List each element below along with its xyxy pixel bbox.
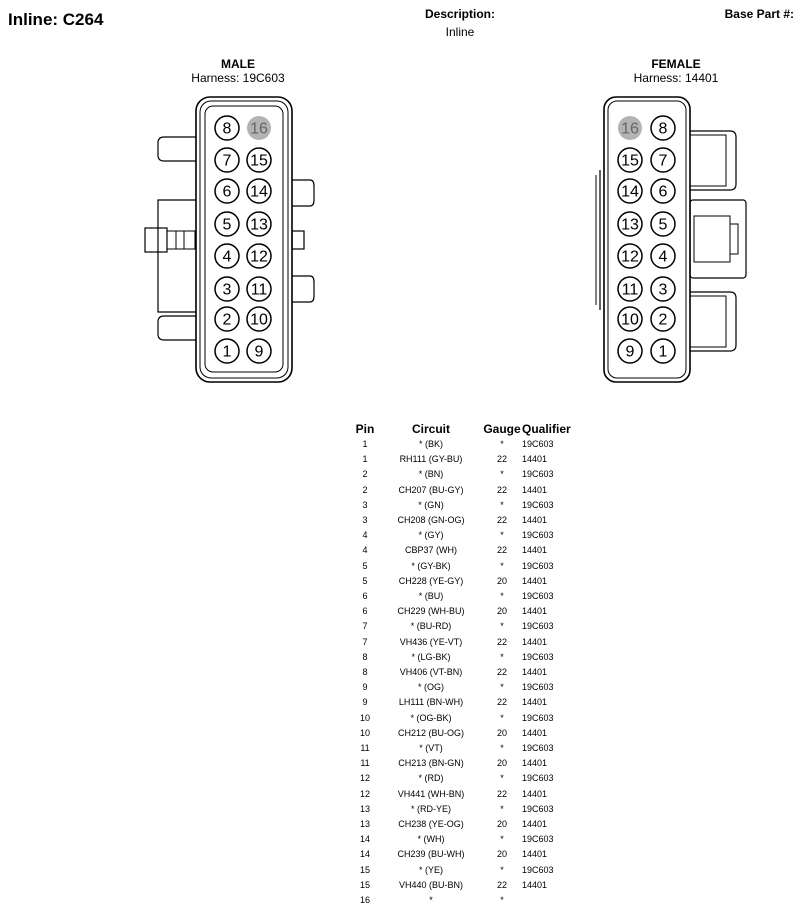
female-pin	[618, 244, 642, 268]
circuit-cell: CH228 (YE-GY)	[398, 575, 464, 586]
gauge-cell: *	[500, 682, 504, 693]
pin-cell: 6	[362, 606, 368, 617]
pin-label: 11	[621, 281, 639, 299]
gauge-cell: *	[500, 712, 504, 723]
pin-cell: 4	[362, 545, 368, 556]
gauge-cell: 20	[496, 606, 507, 617]
pin-cell: 2	[362, 484, 368, 495]
gauge-cell: 20	[496, 758, 507, 769]
female-pin	[618, 179, 642, 203]
female-pin	[651, 179, 675, 203]
pin-label: 3	[658, 281, 668, 299]
qualifier-cell: 14401	[522, 849, 548, 860]
pin-label: 14	[250, 183, 268, 201]
female-pin	[651, 307, 675, 331]
pin-cell: 3	[362, 515, 368, 526]
table-row	[350, 665, 578, 680]
pin-table-body	[350, 437, 578, 908]
pin-cell: 15	[359, 864, 370, 875]
qualifier-cell: 14401	[522, 758, 548, 769]
pin-label: 10	[250, 311, 268, 329]
circuit-cell: CH213 (BN-GN)	[398, 758, 464, 769]
qualifier-cell: 14401	[522, 545, 548, 556]
pin-cell: 9	[362, 682, 368, 693]
qualifier-cell: 14401	[522, 667, 548, 678]
circuit-cell: CH239 (BU-WH)	[397, 849, 465, 860]
table-row	[350, 847, 578, 862]
table-row	[350, 498, 578, 513]
pin-cell: 12	[359, 773, 370, 784]
page-title: Inline: C264	[8, 10, 104, 29]
circuit-cell: * (BU)	[418, 591, 444, 602]
qualifier-cell: 19C603	[522, 773, 554, 784]
female-pin	[651, 339, 675, 363]
gauge-cell: 22	[496, 667, 507, 678]
table-row	[350, 787, 578, 802]
qualifier-cell: 19C603	[522, 621, 554, 632]
circuit-cell: * (GY)	[418, 530, 444, 541]
header-circuit: Circuit	[411, 422, 450, 436]
pin-label: 16	[250, 120, 268, 138]
circuit-cell: * (LG-BK)	[411, 651, 451, 662]
female-pin	[651, 148, 675, 172]
qualifier-cell: 19C603	[522, 560, 554, 571]
gauge-cell: *	[500, 439, 504, 449]
qualifier-cell: 14401	[522, 515, 548, 526]
table-row	[350, 513, 578, 528]
pin-cell: 15	[359, 879, 370, 890]
circuit-cell: RH111 (GY-BU)	[399, 454, 463, 465]
pin-label: 2	[222, 311, 232, 329]
gauge-cell: 22	[496, 515, 507, 526]
circuit-cell: VH406 (VT-BN)	[399, 667, 463, 678]
table-row	[350, 437, 578, 452]
qualifier-cell: 19C603	[522, 591, 554, 602]
pin-label: 14	[621, 183, 639, 201]
table-row	[350, 467, 578, 482]
pin-label: 9	[625, 343, 635, 361]
circuit-cell: CH212 (BU-OG)	[397, 727, 464, 738]
circuit-cell: CH238 (YE-OG)	[398, 819, 464, 830]
table-row	[350, 817, 578, 832]
qualifier-cell: 19C603	[522, 682, 554, 693]
pin-label: 6	[658, 183, 668, 201]
pin-label: 16	[621, 120, 639, 138]
circuit-cell: CH208 (GN-OG)	[397, 515, 465, 526]
pin-cell: 1	[362, 454, 368, 465]
qualifier-cell: 14401	[522, 819, 548, 830]
circuit-cell: * (GY-BK)	[411, 560, 451, 571]
gauge-cell: *	[500, 591, 504, 602]
circuit-cell: LH111 (BN-WH)	[398, 697, 464, 708]
gauge-cell: 22	[496, 545, 507, 556]
pin-label: 7	[658, 152, 668, 170]
female-pin	[651, 244, 675, 268]
gauge-cell: *	[500, 621, 504, 632]
qualifier-cell: 19C603	[522, 743, 554, 754]
pin-cell: 7	[362, 636, 368, 647]
male-connector-name: MALE	[221, 57, 255, 71]
pin-cell: 14	[359, 834, 370, 845]
gauge-cell: 22	[496, 879, 507, 890]
gauge-cell: *	[500, 469, 504, 480]
table-row	[350, 483, 578, 498]
pin-label: 5	[658, 216, 668, 234]
pin-cell: 13	[359, 803, 370, 814]
circuit-cell: VH441 (WH-BN)	[397, 788, 465, 799]
female-pin	[618, 116, 642, 140]
female-connector-body	[596, 97, 746, 382]
table-row	[350, 741, 578, 756]
table-row	[350, 543, 578, 558]
qualifier-cell: 14401	[522, 575, 548, 586]
table-row	[350, 878, 578, 893]
qualifier-cell: 14401	[522, 454, 548, 465]
circuit-cell: CBP37 (WH)	[404, 545, 457, 556]
circuit-cell: VH436 (YE-VT)	[399, 636, 463, 647]
table-row	[350, 650, 578, 665]
pin-table-header	[350, 421, 578, 437]
header-pin: Pin	[355, 422, 375, 436]
female-pin	[618, 277, 642, 301]
female-pin	[618, 307, 642, 331]
female-pin-grid	[618, 116, 675, 363]
table-row	[350, 680, 578, 695]
pin-label: 10	[621, 311, 639, 329]
table-row	[350, 574, 578, 589]
gauge-cell: *	[500, 499, 504, 510]
female-pin	[618, 148, 642, 172]
female-pin	[651, 277, 675, 301]
pin-label: 1	[658, 343, 668, 361]
female-pin	[651, 212, 675, 236]
circuit-cell: * (OG-BK)	[410, 712, 452, 723]
pin-label: 12	[250, 248, 268, 266]
pin-label: 11	[250, 281, 268, 299]
female-pin	[618, 212, 642, 236]
pin-cell: 5	[362, 575, 368, 586]
circuit-cell: * (GN)	[418, 499, 444, 510]
qualifier-cell: 19C603	[522, 712, 554, 723]
gauge-cell: 22	[496, 636, 507, 647]
circuit-cell: * (BK)	[418, 439, 443, 449]
pin-cell: 16	[359, 895, 370, 906]
pin-label: 4	[222, 248, 232, 266]
qualifier-cell: 14401	[522, 879, 548, 890]
table-row	[350, 604, 578, 619]
qualifier-cell: 19C603	[522, 803, 554, 814]
pin-label: 7	[222, 152, 232, 170]
gauge-cell: 20	[496, 575, 507, 586]
gauge-cell: *	[500, 530, 504, 541]
pin-label: 9	[254, 343, 264, 361]
pin-cell: 10	[359, 712, 370, 723]
gauge-cell: 22	[496, 454, 507, 465]
base-part-label: Base Part #:	[724, 7, 794, 21]
pin-cell: 9	[362, 697, 368, 708]
female-pin	[618, 339, 642, 363]
circuit-cell: CH229 (WH-BU)	[397, 606, 465, 617]
circuit-cell: * (RD)	[418, 773, 444, 784]
qualifier-cell: 14401	[522, 636, 548, 647]
gauge-cell: 20	[496, 727, 507, 738]
qualifier-cell	[522, 893, 578, 908]
gauge-cell: *	[500, 651, 504, 662]
qualifier-cell: 19C603	[522, 864, 554, 875]
pin-cell: 11	[360, 758, 370, 769]
female-connector-name: FEMALE	[651, 57, 701, 71]
gauge-cell: 20	[496, 849, 507, 860]
table-row	[350, 528, 578, 543]
gauge-cell: *	[500, 895, 504, 906]
qualifier-cell: 19C603	[522, 834, 554, 845]
pin-label: 8	[222, 120, 232, 138]
qualifier-cell: 14401	[522, 484, 548, 495]
gauge-cell: *	[500, 803, 504, 814]
pin-table	[350, 421, 578, 908]
circuit-cell: *	[429, 895, 433, 906]
gauge-cell: *	[500, 773, 504, 784]
gauge-cell: 22	[496, 484, 507, 495]
female-pin	[651, 116, 675, 140]
gauge-cell: 22	[496, 788, 507, 799]
table-row	[350, 452, 578, 467]
circuit-cell: * (VT)	[419, 743, 443, 754]
description-label: Description:	[424, 7, 495, 21]
table-row	[350, 756, 578, 771]
pin-cell: 5	[362, 560, 368, 571]
pin-cell: 11	[360, 743, 370, 754]
table-row	[350, 589, 578, 604]
male-harness-label: Harness: 19C603	[191, 71, 285, 85]
circuit-cell: * (RD-YE)	[411, 803, 451, 814]
gauge-cell: *	[500, 834, 504, 845]
qualifier-cell: 19C603	[522, 469, 554, 480]
table-row	[350, 802, 578, 817]
pin-label: 2	[658, 311, 668, 329]
qualifier-cell: 19C603	[522, 651, 554, 662]
gauge-cell: *	[500, 864, 504, 875]
pin-cell: 6	[362, 591, 368, 602]
qualifier-cell: 14401	[522, 697, 548, 708]
table-row	[350, 619, 578, 634]
circuit-cell: * (WH)	[417, 834, 445, 845]
pin-cell: 13	[359, 819, 370, 830]
pin-label: 13	[621, 216, 639, 234]
circuit-cell: * (YE)	[418, 864, 443, 875]
pin-label: 3	[222, 281, 232, 299]
qualifier-cell: 19C603	[522, 530, 554, 541]
gauge-cell: *	[500, 560, 504, 571]
qualifier-cell: 14401	[522, 727, 548, 738]
pin-cell: 10	[359, 727, 370, 738]
pin-label: 6	[222, 183, 232, 201]
table-row	[350, 893, 578, 908]
qualifier-cell: 14401	[522, 788, 548, 799]
header-gauge: Gauge	[483, 422, 521, 436]
pin-label: 15	[621, 152, 639, 170]
table-row	[350, 711, 578, 726]
circuit-cell: CH207 (BU-GY)	[398, 484, 464, 495]
circuit-cell: VH440 (BU-BN)	[398, 879, 463, 890]
gauge-cell: 22	[496, 697, 507, 708]
pin-cell: 3	[362, 499, 368, 510]
table-row	[350, 635, 578, 650]
pin-label: 12	[621, 248, 639, 266]
pin-cell: 1	[362, 439, 368, 449]
pin-cell: 7	[362, 621, 368, 632]
pin-cell: 8	[362, 667, 368, 678]
header-qualifier: Qualifier	[522, 422, 571, 436]
qualifier-cell: 19C603	[522, 439, 554, 449]
table-row	[350, 832, 578, 847]
qualifier-cell: 14401	[522, 606, 548, 617]
description-value: Inline	[445, 25, 475, 39]
table-row	[350, 726, 578, 741]
circuit-cell: * (OG)	[418, 682, 444, 693]
table-row	[350, 695, 578, 710]
pin-cell: 2	[362, 469, 368, 480]
pin-cell: 12	[359, 788, 370, 799]
table-row	[350, 559, 578, 574]
pin-label: 8	[658, 120, 668, 138]
table-row	[350, 771, 578, 786]
table-row	[350, 863, 578, 878]
pin-cell: 8	[362, 651, 368, 662]
gauge-cell: 20	[496, 819, 507, 830]
pin-cell: 14	[359, 849, 370, 860]
pin-cell: 4	[362, 530, 368, 541]
pin-label: 5	[222, 216, 232, 234]
pin-label: 15	[250, 152, 268, 170]
pin-label: 1	[222, 343, 232, 361]
female-harness-label: Harness: 14401	[633, 71, 719, 85]
circuit-cell: * (BN)	[418, 469, 444, 480]
pin-label: 4	[658, 248, 668, 266]
circuit-cell: * (BU-RD)	[410, 621, 452, 632]
qualifier-cell: 19C603	[522, 499, 554, 510]
pin-label: 13	[250, 216, 268, 234]
gauge-cell: *	[500, 743, 504, 754]
